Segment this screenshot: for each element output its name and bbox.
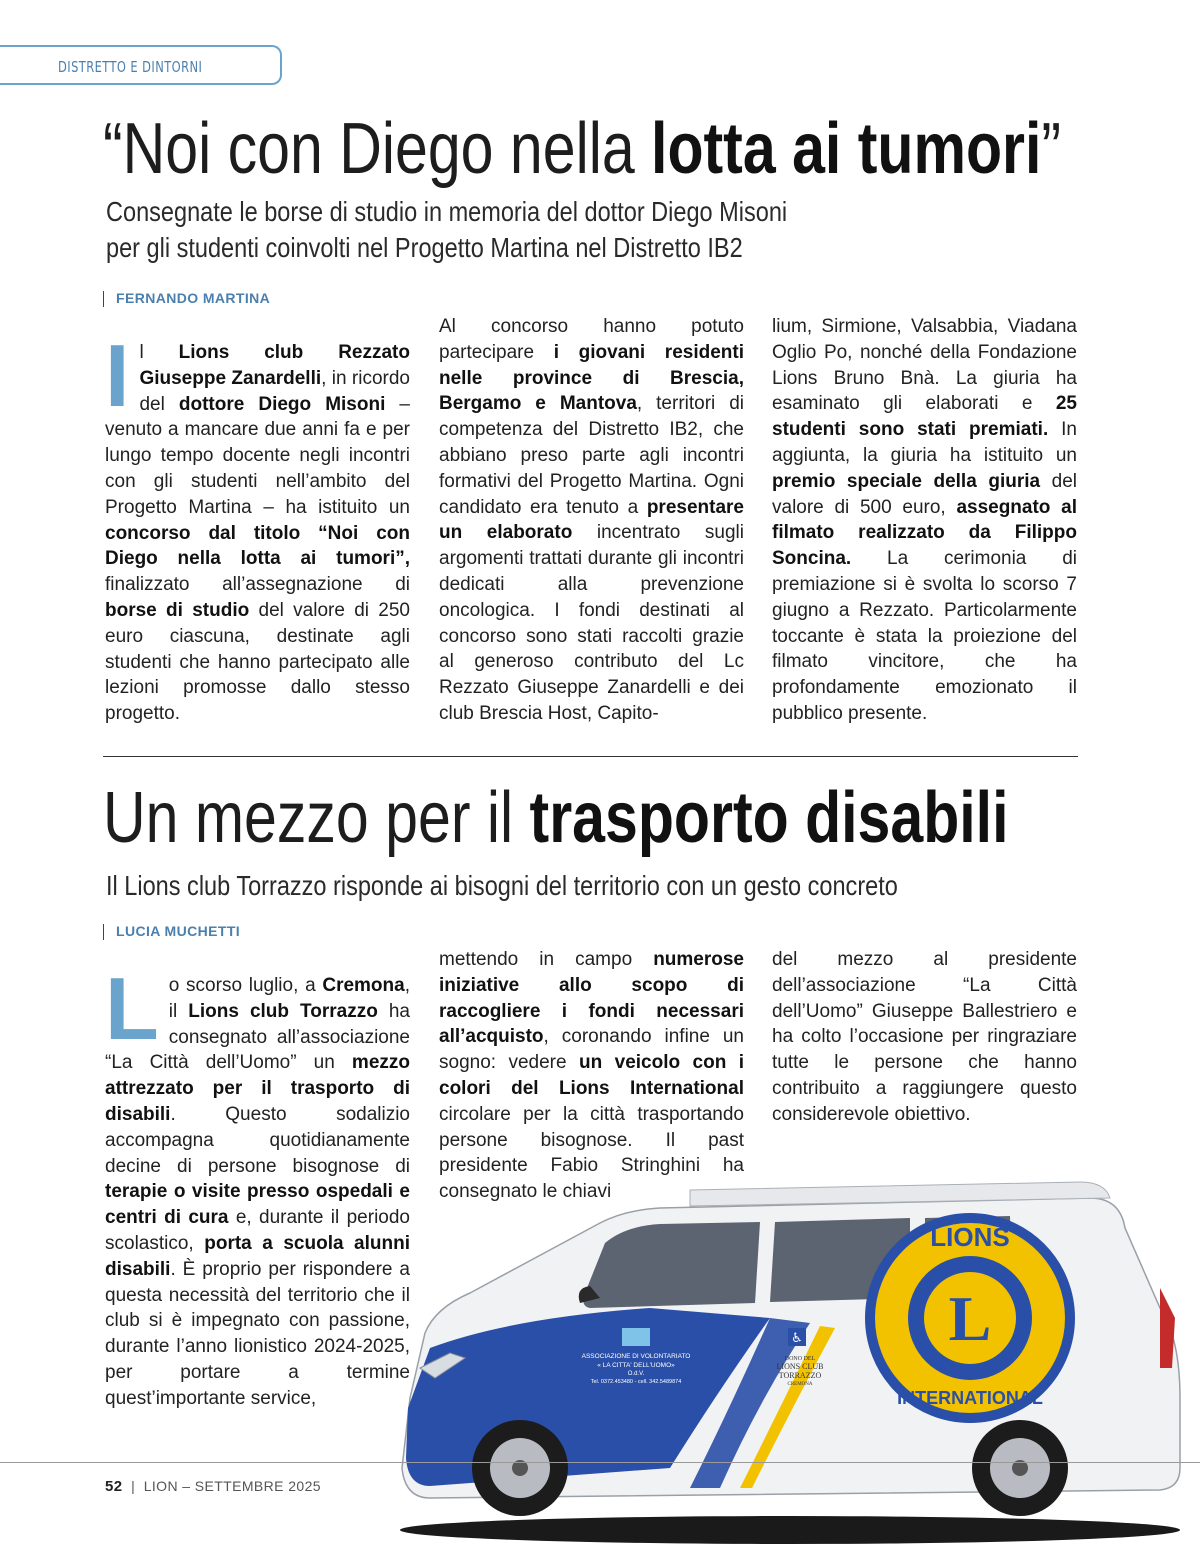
body-text: del valore di 500 euro, bbox=[772, 470, 1077, 518]
body-text: lium, Sirmione, Valsabbia, Viadana Oglio Po, nonché della Fondazione Lions Bruno Bnà. La giuria ha esaminato gli elaborati e bbox=[772, 316, 1077, 415]
lions-van-photo bbox=[390, 1168, 1200, 1548]
wheelchair-glyph: ♿ bbox=[791, 1331, 803, 1346]
bold-text: mezzo attrezzato per il trasporto di disabili bbox=[105, 1052, 410, 1125]
body-text: , il bbox=[168, 975, 410, 1022]
bold-text: numerose iniziative allo scopo di raccogliere i fondi necessari all’acquisto bbox=[439, 949, 744, 1048]
bold-text: borse di studio bbox=[105, 599, 250, 621]
byline-bar bbox=[103, 924, 104, 940]
body-text: La cerimonia di premiazione si è svolta lo scorso 7 giugno a Rezzato. Particolarmente toccante è stata la proiezione del filmato vincitore, che ha profondamente emozionato il pubblico presente. bbox=[772, 548, 1077, 724]
body-text: e, durante il periodo scolastico, bbox=[105, 1207, 410, 1254]
body-text: , coronando infine un sogno: vedere bbox=[439, 1026, 744, 1074]
assoc-line: O.d.V. bbox=[627, 1371, 645, 1377]
footer-rule bbox=[0, 1462, 1200, 1463]
bold-text: Lions club Rezzato Giuseppe Zanardelli bbox=[139, 342, 410, 389]
association-logo-icon bbox=[622, 1328, 650, 1346]
bold-text: i giovani residenti nelle province di Brescia, Bergamo e Mantova bbox=[439, 341, 744, 415]
donor-line: TORRAZZO bbox=[778, 1371, 822, 1380]
drop-cap: I bbox=[105, 326, 130, 425]
bold-text: concorso dal titolo “Noi con Diego nella lotta ai tumori”, bbox=[105, 522, 410, 570]
title-bold: trasporto disabili bbox=[529, 778, 1009, 858]
article1-subtitle bbox=[106, 194, 787, 266]
bold-text: assegnato al filmato realizzato da Filippo Soncina. bbox=[772, 496, 1077, 570]
article-divider bbox=[103, 756, 1078, 757]
body-text: del mezzo al presidente dell’associazione “La Città dell’Uomo” Giuseppe Ballestriero e ha colto l’occasione per ringraziare tutte le persone che hanno contribuito a raggiungere questo considerevole obiettivo. bbox=[772, 949, 1077, 1125]
article1-column-2 bbox=[439, 314, 744, 727]
body-text: finalizzato all’assegnazione di bbox=[105, 574, 410, 596]
body-text: – venuto a mancare due anni fa e per lungo tempo docente negli incontri con gli studenti nell’ambito del Progetto Martina – ha istituito un bbox=[105, 393, 410, 518]
bold-text: porta a scuola alunni disabili bbox=[105, 1232, 410, 1280]
article2-subtitle: Il Lions club Torrazzo risponde ai bisogni del territorio con un gesto concreto bbox=[106, 870, 898, 901]
article2-column-3 bbox=[772, 947, 1077, 1128]
article2-title bbox=[103, 778, 1009, 858]
article1-title bbox=[103, 109, 1062, 189]
assoc-line: « LA CITTA' DELL'UOMO» bbox=[597, 1362, 675, 1369]
article1-column-3 bbox=[772, 314, 1077, 727]
bold-text: 25 studenti sono stati premiati. bbox=[772, 393, 1077, 441]
van-shadow bbox=[400, 1516, 1180, 1544]
drop-cap: L bbox=[105, 959, 159, 1058]
title-closing-quote: ” bbox=[1041, 109, 1062, 189]
title-regular: “Noi con Diego nella bbox=[103, 109, 652, 189]
title-bold: lotta ai tumori bbox=[651, 109, 1042, 189]
bold-text: premio speciale della giuria bbox=[772, 470, 1041, 492]
body-text: l bbox=[139, 342, 179, 363]
donor-line: CREMONA bbox=[787, 1382, 813, 1387]
body-text: ha consegnato all’associazione “La Città dell’Uomo” un bbox=[105, 1000, 410, 1074]
subtitle-line: per gli studenti coinvolti nel Progetto Martina nel Distretto IB2 bbox=[106, 232, 743, 263]
lions-international-logo bbox=[870, 1218, 1070, 1418]
donor-line: LIONS CLUB bbox=[776, 1362, 824, 1371]
body-text: , in ricordo del bbox=[139, 367, 410, 415]
bold-text: dottore Diego Misoni bbox=[178, 393, 386, 415]
body-text: del valore di 250 euro ciascuna, destinate agli studenti che hanno partecipato alle lezioni promosse dallo stesso progetto. bbox=[105, 599, 410, 725]
body-text: mettendo in campo bbox=[439, 949, 654, 970]
logo-letter: L bbox=[948, 1283, 992, 1354]
article1-byline bbox=[103, 290, 270, 307]
author-name: LUCIA MUCHETTI bbox=[116, 923, 241, 939]
article1-column-1 bbox=[105, 326, 410, 727]
assoc-line: ASSOCIAZIONE DI VOLONTARIATO bbox=[581, 1353, 691, 1360]
body-text: circolare per la città trasportando persone bisognose. Il past presidente Fabio Stringhini ha consegnato le chiavi bbox=[439, 1103, 744, 1203]
article2-byline bbox=[103, 923, 240, 940]
bold-text: terapie o visite presso ospedali e centri di cura bbox=[105, 1181, 410, 1229]
author-name: FERNANDO MARTINA bbox=[116, 290, 271, 306]
van-front-wheel bbox=[472, 1420, 568, 1516]
assoc-line: Tel. 0372.453480 - cell. 342.5489874 bbox=[590, 1379, 682, 1385]
section-label: DISTRETTO E DINTORNI bbox=[58, 58, 203, 76]
logo-bottom-text: INTERNATIONAL bbox=[897, 1388, 1043, 1408]
bold-text: Lions club Torrazzo bbox=[188, 1000, 378, 1022]
page-number: 52 bbox=[105, 1478, 123, 1495]
body-text: , territori di competenza del Distretto IB2, che abbiano preso parte agli incontri formativi del Progetto Martina. Ogni candidato era tenuto a bbox=[439, 393, 744, 518]
body-text: incentrato sugli argomenti trattati durante gli incontri dedicati alla prevenzione oncologica. I fondi destinati al concorso sono stati raccolti grazie al generoso contributo del Lc Rezzato Giuseppe Zanardelli e dei club Brescia Host, Capito- bbox=[439, 522, 744, 724]
bold-text: presentare un elaborato bbox=[439, 496, 744, 544]
body-text: . È proprio per rispondere a questa necessità del territorio che il club si è impegnato con passione, durante l’anno lionistico 2024-2025, per portare a termine quest’importante service, bbox=[105, 1258, 410, 1409]
page-footer: 52 | LION – SETTEMBRE 2025 bbox=[105, 1478, 321, 1495]
article2-column-2 bbox=[439, 947, 744, 1205]
byline-bar bbox=[103, 291, 104, 307]
bold-text: un veicolo con i colori del Lions International bbox=[439, 1052, 745, 1099]
body-text: o scorso luglio, a bbox=[168, 975, 323, 996]
body-text: . Questo sodalizio accompagna quotidianamente decine di persone bisognose di bbox=[105, 1103, 410, 1177]
subtitle-line: Consegnate le borse di studio in memoria del dottor Diego Misoni bbox=[106, 196, 788, 227]
body-text: Al concorso hanno potuto partecipare bbox=[439, 316, 744, 363]
bold-text: Cremona bbox=[322, 975, 405, 996]
article2-column-1 bbox=[105, 959, 410, 1412]
body-text: In aggiunta, la giuria ha istituito un bbox=[772, 419, 1077, 466]
title-regular: Un mezzo per il bbox=[103, 778, 530, 858]
logo-top-text: LIONS bbox=[930, 1222, 1010, 1252]
footer-label: LION – SETTEMBRE 2025 bbox=[143, 1478, 321, 1494]
donor-line: DONO DEL bbox=[784, 1356, 816, 1362]
van-rear-wheel bbox=[972, 1420, 1068, 1516]
